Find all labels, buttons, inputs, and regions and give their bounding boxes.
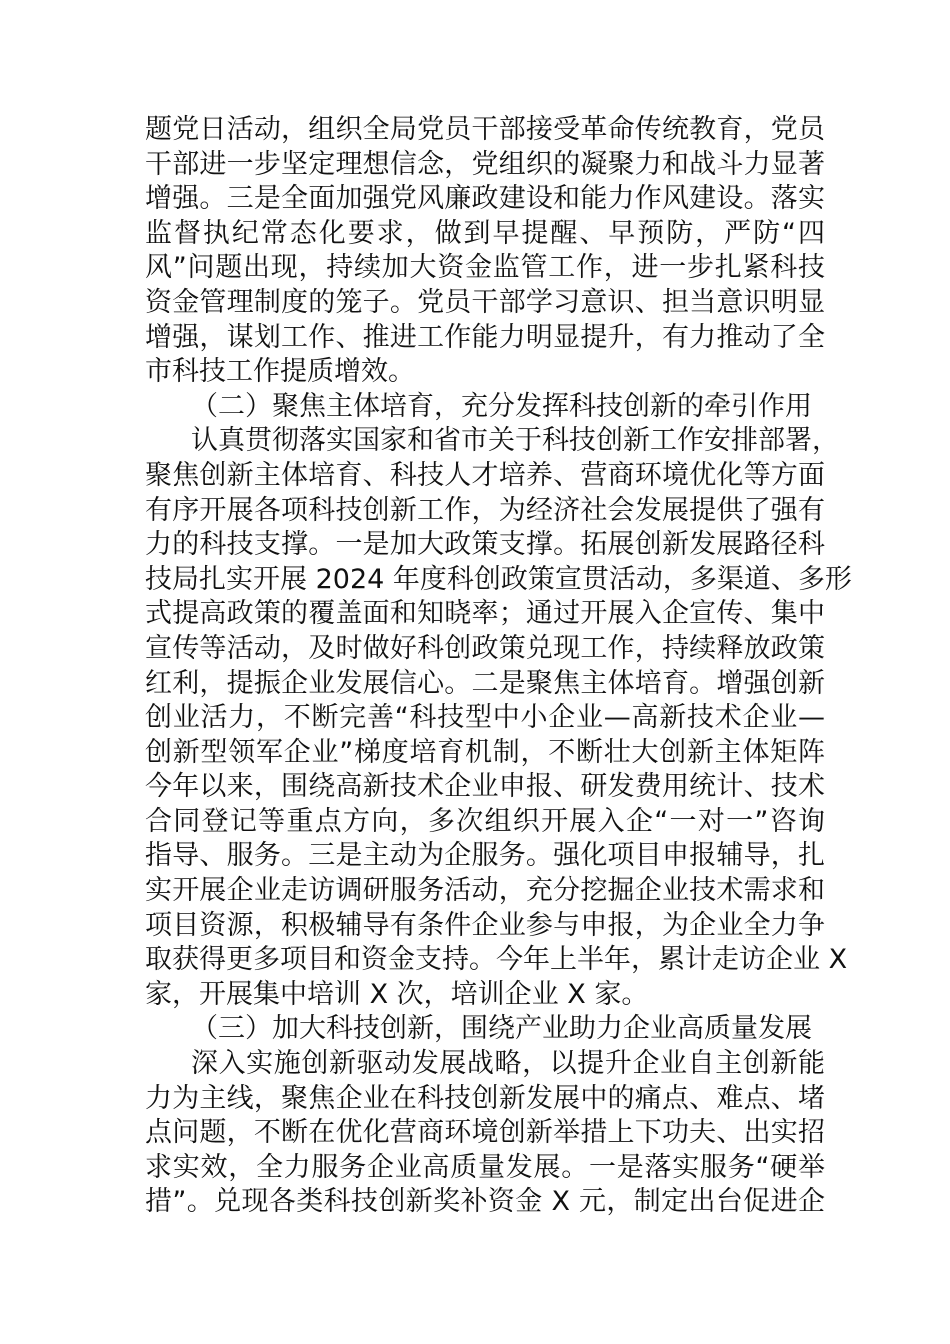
paragraph-line: 资金管理制度的笼子。党员干部学习意识、担当意识明显 [145,286,825,318]
body-text [145,113,852,1220]
paragraph-line: 增强。三是全面加强党风廉政建设和能力作风建设。落实 [145,183,825,215]
paragraph-line: 深入实施创新驱动发展战略，以提升企业自主创新能 [191,1048,825,1080]
paragraph-line: 取获得更多项目和资金支持。今年上半年，累计走访企业 X [145,944,848,976]
paragraph-line: 创业活力，不断完善“科技型中小企业—高新技术企业— [145,702,825,734]
paragraph-line: 聚焦创新主体培育、科技人才培养、营商环境优化等方面 [145,459,825,491]
paragraph-line: 式提高政策的覆盖面和知晓率；通过开展入企宣传、集中 [145,598,825,630]
paragraph-line: 求实效，全力服务企业高质量发展。一是落实服务“硬举 [145,1151,825,1183]
paragraph-line: 风”问题出现，持续加大资金监管工作，进一步扎紧科技 [145,252,825,284]
paragraph-line: 市科技工作提质增效。 [145,356,415,388]
paragraph-line: 创新型领军企业”梯度培育机制，不断壮大创新主体矩阵 [145,736,825,768]
paragraph-line: 宣传等活动，及时做好科创政策兑现工作，持续释放政策 [145,632,825,664]
section-heading: （三）加大科技创新，围绕产业助力企业高质量发展 [191,1013,812,1045]
paragraph-line: 增强，谋划工作、推进工作能力明显提升，有力推动了全 [145,321,825,353]
paragraph-line: 指导、服务。三是主动为企服务。强化项目申报辅导，扎 [145,840,825,872]
paragraph-line: 红利，提振企业发展信心。二是聚焦主体培育。增强创新 [145,667,825,699]
paragraph-line: 力的科技支撑。一是加大政策支撑。拓展创新发展路径科 [145,529,825,561]
paragraph-line: 点问题，不断在优化营商环境创新举措上下功夫、出实招 [145,1117,825,1149]
paragraph-line: 措”。兑现各类科技创新奖补资金 X 元，制定出台促进企 [145,1186,825,1218]
paragraph-line: 合同登记等重点方向，多次组织开展入企“一对一”咨询 [145,805,825,837]
paragraph-line: 项目资源，积极辅导有条件企业参与申报，为企业全力争 [145,909,825,941]
paragraph-line: 力为主线，聚焦企业在科技创新发展中的痛点、难点、堵 [145,1082,825,1114]
paragraph-line: 家，开展集中培训 X 次，培训企业 X 家。 [145,978,649,1010]
paragraph-line: 技局扎实开展 2024 年度科创政策宣贯活动，多渠道、多形 [145,563,852,595]
section-heading: （二）聚焦主体培育，充分发挥科技创新的牵引作用 [191,390,812,422]
paragraph-line: 实开展企业走访调研服务活动，充分挖掘企业技术需求和 [145,875,825,907]
paragraph-line: 干部进一步坚定理想信念，党组织的凝聚力和战斗力显著 [145,148,825,180]
paragraph-line: 监督执纪常态化要求，做到早提醒、早预防，严防“四 [145,217,825,249]
paragraph-line: 今年以来，围绕高新技术企业申报、研发费用统计、技术 [145,771,825,803]
paragraph-line: 题党日活动，组织全局党员干部接受革命传统教育，党员 [145,114,825,145]
paragraph-line: 有序开展各项科技创新工作，为经济社会发展提供了强有 [145,494,825,526]
paragraph-line: 认真贯彻落实国家和省市关于科技创新工作安排部署， [191,425,839,457]
